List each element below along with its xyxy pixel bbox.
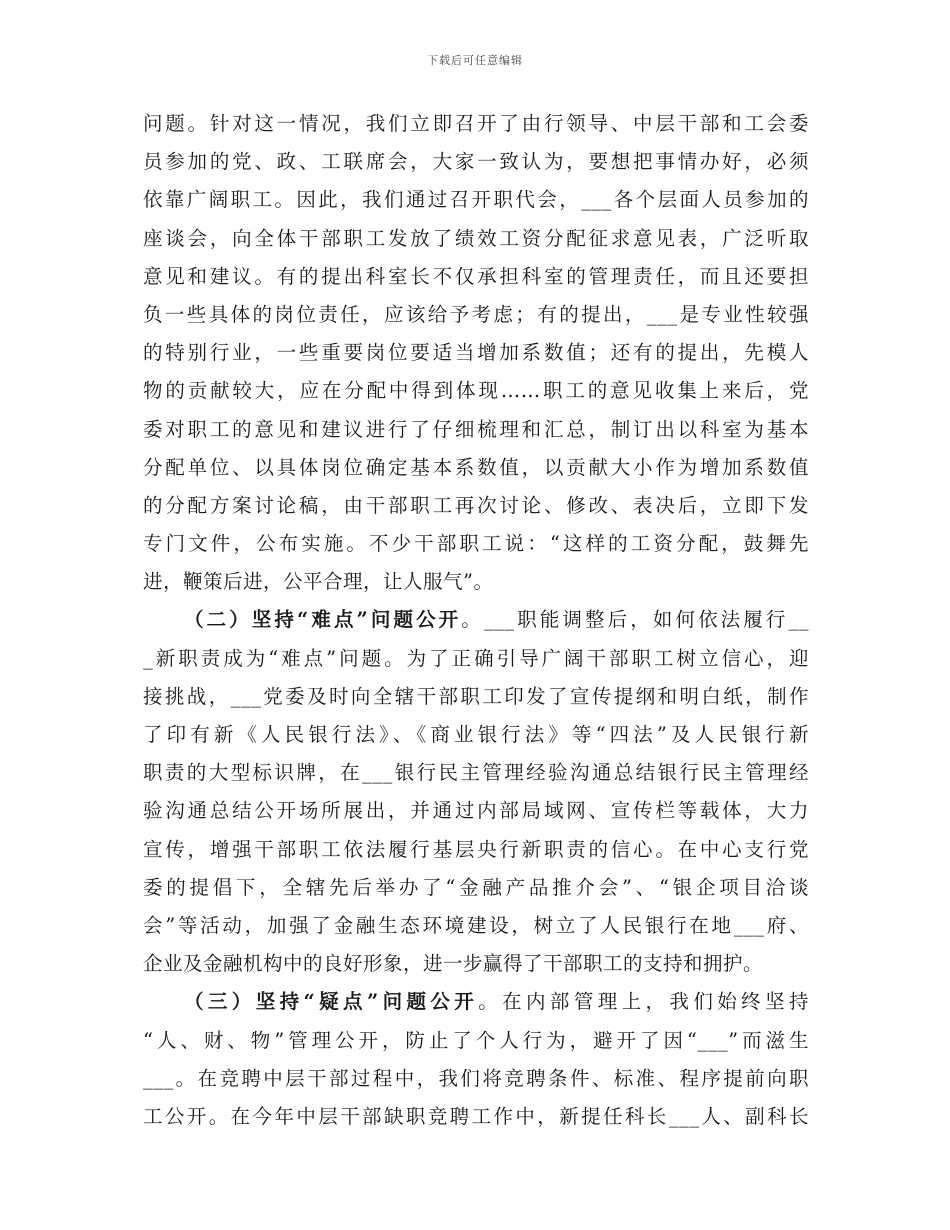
text-line: 员参加的党、政、工联席会，大家一致认为，要想把事情办好，必须 [143,150,809,174]
page-header: 下载后可任意编辑 [427,54,523,67]
text-line: “人、财、物”管理公开，防止了个人行为，避开了因“___”而滋生 [143,1028,809,1052]
text-run: 。在内部管理上，我们始终坚持 [478,990,809,1014]
section-first-line [143,601,809,639]
section-first-line [143,983,809,1021]
text-line: 了印有新《人民银行法》、《商业银行法》等“四法”及人民银行新 [143,723,809,746]
document-body [143,105,809,1136]
text-line: 负一些具体的岗位责任，应该给予考虑；有的提出，___是专业性较强 [143,302,809,326]
text-line: 接挑战，___党委及时向全辖干部职工印发了宣传提纲和明白纸，制作 [143,684,809,708]
text-line: 宣传，增强干部职工依法履行基层央行新职责的信心。在中心支行党 [143,837,809,861]
text-line: ___。在竞聘中层干部过程中，我们将竞聘条件、标准、程序提前向职 [143,1066,809,1090]
text-line: 意见和建议。有的提出科室长不仅承担科室的管理责任，而且还要担 [143,264,809,288]
text-line: _新职责成为“难点”问题。为了正确引导广阔干部职工树立信心，迎 [143,646,809,670]
text-line: 依靠广阔职工。因此，我们通过召开职代会，___各个层面人员参加的 [143,188,809,212]
text-line: 验沟通总结公开场所展出，并通过内部局域网、宣传栏等载体，大力 [143,799,809,823]
text-line: 企业及金融机构中的良好形象，进一步赢得了干部职工的支持和拥护。 [143,952,764,976]
text-line: 物的贡献较大，应在分配中得到体现……职工的意见收集上来后，党 [143,379,809,403]
text-line: 问题。针对这一情况，我们立即召开了由行领导、中层干部和工会委 [143,112,809,135]
text-line: 工公开。在今年中层干部缺职竞聘工作中，新提任科长___人、副科长 [143,1104,809,1128]
text-line: 会”等活动，加强了金融生态环境建设，树立了人民银行在地___府、 [143,913,809,937]
text-line: 进，鞭策后进，公平合理，让人服气”。 [143,570,494,594]
text-line: 委的提倡下，全辖先后举办了“金融产品推介会”、“银企项目洽谈 [143,875,809,899]
text-line: 委对职工的意见和建议进行了仔细梳理和汇总，制订出以科室为基本 [143,417,809,441]
text-line: 专门文件，公布实施。不少干部职工说：“这样的工资分配，鼓舞先 [143,532,809,556]
text-line: 座谈会，向全体干部职工发放了绩效工资分配征求意见表，广泛听取 [143,226,809,250]
text-run: 。___职能调整后，如何依法履行__ [461,608,809,632]
text-line: 职责的大型标识牌，在___银行民主管理经验沟通总结银行民主管理经 [143,761,809,785]
section-heading: （三）坚持“疑点”问题公开 [184,990,479,1014]
text-line: 的特别行业，一些重要岗位要适当增加系数值；还有的提出，先模人 [143,341,809,365]
section-heading: （二）坚持“难点”问题公开 [184,608,462,632]
text-line: 的分配方案讨论稿，由干部职工再次讨论、修改、表决后，立即下发 [143,493,809,517]
text-line: 分配单位、以具体岗位确定基本系数值，以贡献大小作为增加系数值 [143,455,809,479]
